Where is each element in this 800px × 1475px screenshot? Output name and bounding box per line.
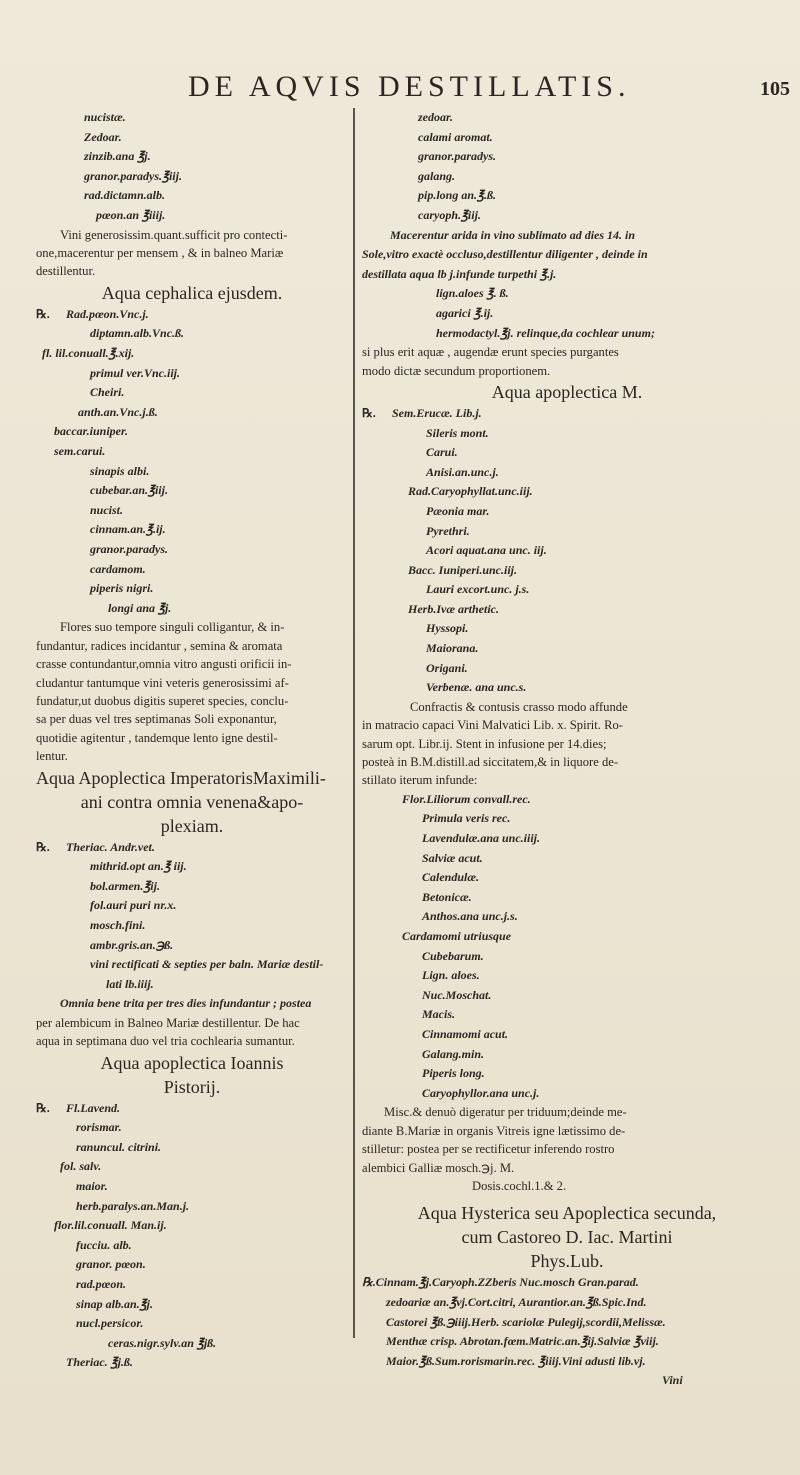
ingredient-line: herb.paralys.an.Man.j. [76,1198,190,1213]
ingredient-line: Pæonia mar. [426,503,490,518]
section-heading: Aqua Apoplectica ImperatorisMaximili- [36,767,326,788]
ingredient-line: pœon.an ℥iiij. [96,207,166,222]
ingredient-line: Anisi.an.unc.j. [426,464,499,479]
column-divider [353,108,355,1338]
ingredient-text: Rad.pœon.Vnc.j. [66,306,149,321]
right-column [362,108,772,1391]
body-text-line: Dosis.cochl.1.& 2. [472,1179,567,1193]
ingredient-line: longi ana ℥j. [108,600,172,615]
ingredient-line: primul ver.Vnc.iij. [90,365,181,380]
ingredient-line: cubebar.an.℥iij. [90,483,168,498]
ingredient-line: Cinnamomi acut. [422,1027,509,1041]
ingredient-line: calami aromat. [418,129,493,144]
ingredient-line: Anthos.ana unc.j.s. [422,909,518,924]
ingredient-line: Rad.Caryophyllat.unc.iij. [408,484,533,499]
ingredient-line: galang. [418,168,456,183]
ingredient-line: lign.aloes ℥. ß. [436,286,509,301]
ingredient-line: Cheiri. [90,385,125,400]
ingredient-line: rorismar. [76,1120,122,1135]
body-text-line: Flores suo tempore singuli colligantur, & in- [60,620,285,635]
recipe-symbol: ℞. [36,839,50,854]
ingredient-line: Herb.Ivæ arthetic. [408,601,499,616]
ingredient-line: lati lb.iiij. [106,976,154,991]
body-text-line: modo dictæ secundum proportionem. [362,363,551,378]
ingredient-text: Fl.Lavend. [66,1100,120,1115]
body-text-line: in matracio capaci Vini Malvatici Lib. x. Spirit. Ro- [362,718,623,733]
body-text-line: one,macerentur per mensem , & in balneo Mariæ [36,245,284,260]
ingredient-line: granor.paradys. [90,541,169,556]
ingredient-line: sinapis albi. [90,463,150,478]
body-text-line: crasse contundantur,omnia vitro angusti orificii in- [36,657,292,672]
ingredient-line: nucl.persicor. [76,1316,144,1331]
ingredient-line: agarici ℥.ij. [436,305,494,320]
body-text-line: Vini generosissim.quant.sufficit pro contecti- [60,227,288,242]
ingredient-line: Sole,vitro exactè occluso,destillentur diligenter , deinde in [362,247,648,262]
ingredient-line: Verbenæ. ana unc.s. [426,680,527,695]
ingredient-line: nucistæ. [84,110,126,124]
section-heading: Phys.Lub. [530,1251,604,1272]
ingredient-text: Theriac. Andr.vet. [66,839,155,854]
recipe-start-line [36,838,348,858]
body-text-line: Misc.& denuò digeratur per triduum;deinde me- [384,1105,627,1120]
body-text-line: cludantur tantumque vini veteris generosissimi af- [36,675,289,690]
body-text-line: fundatur,ut duobus digitis superet species, conclu- [36,693,289,708]
ingredient-line: fol. salv. [60,1159,102,1174]
ingredient-line: anth.an.Vnc.j.ß. [78,404,158,419]
body-text-line: si plus erit aquæ , augendæ erunt species purgantes [362,345,619,360]
ingredient-line: nucist. [90,502,124,517]
section-heading: ani contra omnia venena&apo- [80,791,304,812]
ingredient-line: Piperis long. [422,1066,485,1081]
section-heading: Aqua apoplectica Ioannis [100,1052,284,1073]
ingredient-line: Macerentur arida in vino sublimato ad dies 14. in [390,227,636,242]
ingredient-line: diptamn.alb.Vnc.ß. [90,326,185,341]
ingredient-line: Salviæ acut. [422,850,483,865]
body-text-line: alembici Galliæ mosch.℈j. M. [362,1160,515,1175]
section-heading: Aqua Hysterica seu Apoplectica secunda, [417,1203,717,1224]
body-text-line: fundantur, radices incidantur , semina & aromata [36,638,283,653]
ingredient-line: ambr.gris.an.℈ß. [90,937,174,952]
ingredient-line: caryoph.℥iij. [418,207,481,222]
body-text-line: per alembicum in Balneo Mariæ destillentur. De hac [36,1015,300,1030]
ingredient-line: granor.paradys.℥iij. [84,168,182,183]
page-number: 105 [760,78,790,100]
ingredient-line: Carui. [426,445,458,460]
ingredient-line: fl. lil.conuall.℥.xij. [42,345,135,360]
ingredient-line: Sileris mont. [426,425,489,440]
ingredient-line: Vini [662,1373,683,1388]
ingredient-line: Cubebarum. [422,948,484,963]
body-text-line: stillato iterum infunde: [362,773,478,788]
ingredient-line: granor. pœon. [76,1257,146,1272]
ingredient-line: Lign. aloes. [422,968,480,983]
section-heading: cum Castoreo D. Iac. Martini [461,1227,673,1248]
ingredient-line: vini rectificati & septies per baln. Mariæ destil- [90,957,324,972]
ingredient-line: Maior.℥ß.Sum.rorismarin.rec. ℥iiij.Vini adusti lib.vj. [386,1353,646,1368]
ingredient-line: Flor.Liliorum convall.rec. [402,791,531,806]
body-text-line: lentur. [36,749,68,764]
ingredient-line: Calendulæ. [422,870,480,885]
ingredient-line: ℞.Cinnam.℥j.Caryoph.ZZberis Nuc.mosch Gran.parad. [362,1275,639,1290]
ingredient-line: Caryophyllor.ana unc.j. [422,1085,540,1100]
ingredient-line: cinnam.an.℥.ij. [90,522,166,537]
ingredient-line: Lauri excort.unc. j.s. [426,582,530,597]
ingredient-line: ceras.nigr.sylv.an ℥jß. [108,1335,217,1350]
ingredient-line: Galang.min. [422,1046,485,1061]
body-text-line: destillentur. [36,264,96,279]
body-text-line: sa per duas vel tres septimanas Soli exponantur, [36,712,277,727]
ingredient-line: baccar.iuniper. [54,424,129,439]
ingredient-line: Castorei ℥ß.℈iiij.Herb. scariolæ Pulegij,scordii,Melissæ. [386,1314,666,1329]
ingredient-line: zedoar. [418,110,454,124]
ingredient-line: hermodactyl.℥j. relinque,da cochlear unum; [436,325,655,340]
ingredient-line: Origani. [426,660,468,675]
ingredient-line: fol.auri puri nr.x. [90,898,177,913]
ingredient-line: Acori aquat.ana unc. iij. [426,543,547,558]
ingredient-line: maior. [76,1179,108,1194]
running-title: DE AQVIS DESTILLATIS. [188,70,631,103]
ingredient-text: Sem.Erucæ. Lib.j. [392,405,482,420]
ingredient-line: flor.lil.conuall. Man.ij. [54,1218,167,1233]
left-column [36,108,348,1373]
ingredient-line: Omnia bene trita per tres dies infundantur ; postea [60,996,312,1011]
section-heading: Pistorij. [163,1076,221,1097]
section-heading: plexiam. [160,815,224,836]
body-text-line: Confractis & contusis crasso modo affunde [410,699,628,714]
ingredient-line: zinzib.ana ℥j. [84,149,151,164]
ingredient-line: sinap alb.an.℥j. [76,1296,153,1311]
ingredient-line: fucciu. alb. [76,1237,132,1252]
section-heading: Aqua cephalica ejusdem. [101,282,283,303]
ingredient-line: Hyssopi. [426,621,469,636]
ingredient-line: mithrid.opt an.℥ iij. [90,859,187,874]
body-text-line: quotidie agitentur , tandemque lento igne destil- [36,730,278,745]
ingredient-line: piperis nigri. [90,581,154,596]
ingredient-line: granor.paradys. [418,149,497,164]
ingredient-line: Pyrethri. [426,523,470,538]
ingredient-line: Macis. [422,1007,455,1022]
ingredient-line: pip.long an.℥.ß. [418,188,496,203]
section-heading: Aqua apoplectica M. [491,381,643,402]
body-text-line: posteà in B.M.distill.ad siccitatem,& in liquore de- [362,755,619,770]
recipe-start-line [36,305,348,325]
body-text-line: stilletur: postea per se rectificetur inferendo rostro [362,1142,615,1157]
ingredient-line: Theriac. ℥j.ß. [66,1355,133,1370]
recipe-start-line [362,404,772,424]
ingredient-line: Primula veris rec. [422,811,511,826]
body-text-line: sarum opt. Libr.ij. Stent in infusione per 14.dies; [362,736,607,751]
body-text-line: diante B.Mariæ in organis Vitreis igne lætissimo de- [362,1123,626,1138]
ingredient-line: Menthæ crisp. Abrotan.fœm.Matric.an.℥ij.Salviæ ℥viij. [386,1334,659,1349]
ingredient-line: Lavendulæ.ana unc.iiij. [422,831,541,846]
ingredient-line: ranuncul. citrini. [76,1139,162,1154]
ingredient-line: cardamom. [90,561,146,576]
ingredient-line: bol.armen.℥ij. [90,878,160,893]
recipe-symbol: ℞. [36,306,50,321]
ingredient-line: Cardamomi utriusque [402,929,512,944]
ingredient-line: sem.carui. [54,443,106,458]
recipe-symbol: ℞. [362,405,376,420]
page-header [0,70,800,106]
ingredient-line: Nuc.Moschat. [422,987,492,1002]
ingredient-line: Betonicæ. [422,889,472,904]
ingredient-line: rad.dictamn.alb. [84,188,166,203]
ingredient-line: Maiorana. [426,641,479,656]
ingredient-line: destillata aqua lb j.infunde turpethi ℥.j. [362,266,557,281]
ingredient-line: Bacc. Iuniperi.unc.iij. [408,562,518,577]
ingredient-line: Zedoar. [84,129,122,144]
body-text-line: aqua in septimana duo vel tria cochlearia sumantur. [36,1034,295,1049]
ingredient-line: zedoariæ an.℥vj.Cort.citri, Aurantior.an.℥ß.Spic.Ind. [386,1295,647,1309]
ingredient-line: rad.pœon. [76,1277,127,1292]
recipe-symbol: ℞. [36,1100,50,1115]
recipe-start-line [36,1099,348,1119]
ingredient-line: mosch.fini. [90,917,146,932]
